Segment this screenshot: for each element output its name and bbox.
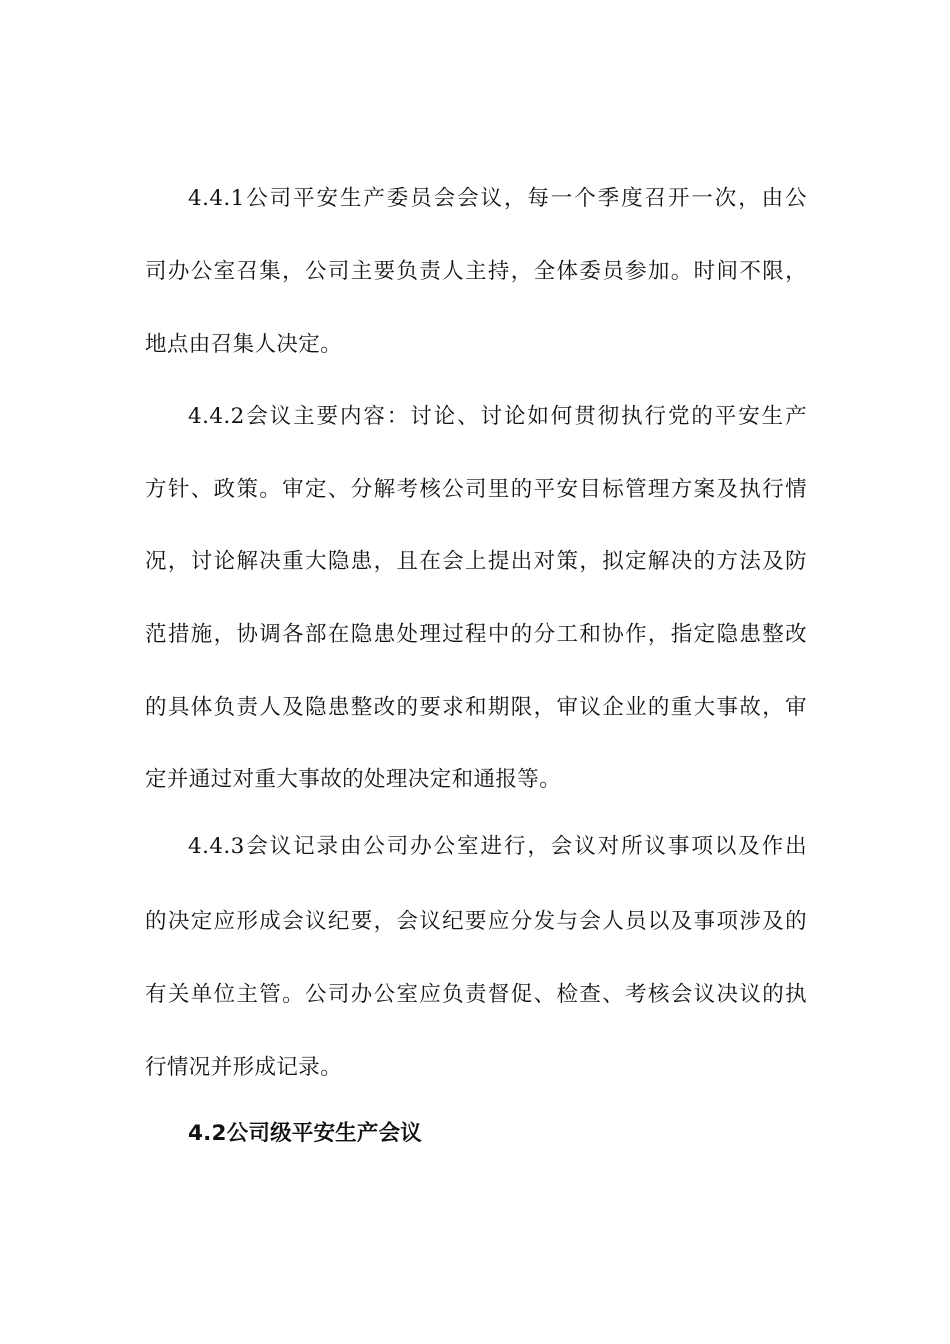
paragraph-2-line-5: 的具体负责人及隐患整改的要求和期限，审议企业的重大事故，审 — [145, 695, 807, 720]
paragraph-2-line-6: 定并通过对重大事故的处理决定和通报等。 — [145, 767, 562, 792]
paragraph-2-line-4: 范措施，协调各部在隐患处理过程中的分工和协作，指定隐患整改 — [145, 622, 807, 647]
paragraph-1-line-3: 地点由召集人决定。 — [145, 332, 343, 357]
paragraph-3-line-2: 的决定应形成会议纪要，会议纪要应分发与会人员以及事项涉及的 — [145, 909, 807, 934]
paragraph-3-line-4: 行情况并形成记录。 — [145, 1055, 343, 1080]
paragraph-1-line-2: 司办公室召集，公司主要负责人主持，全体委员参加。时间不限， — [145, 259, 807, 284]
paragraph-3-line-3: 有关单位主管。公司办公室应负责督促、检查、考核会议决议的执 — [145, 982, 807, 1007]
section-heading: 4.2公司级平安生产会议 — [188, 1121, 422, 1146]
paragraph-3-line-1: 4.4.3会议记录由公司办公室进行，会议对所议事项以及作出 — [188, 834, 807, 859]
paragraph-2-line-1: 4.4.2会议主要内容：讨论、讨论如何贯彻执行党的平安生产 — [188, 404, 807, 429]
paragraph-2-line-2: 方针、政策。审定、分解考核公司里的平安目标管理方案及执行情 — [145, 477, 807, 502]
paragraph-2-line-3: 况，讨论解决重大隐患，且在会上提出对策，拟定解决的方法及防 — [145, 549, 807, 574]
paragraph-1-line-1: 4.4.1公司平安生产委员会会议，每一个季度召开一次，由公 — [188, 186, 807, 211]
